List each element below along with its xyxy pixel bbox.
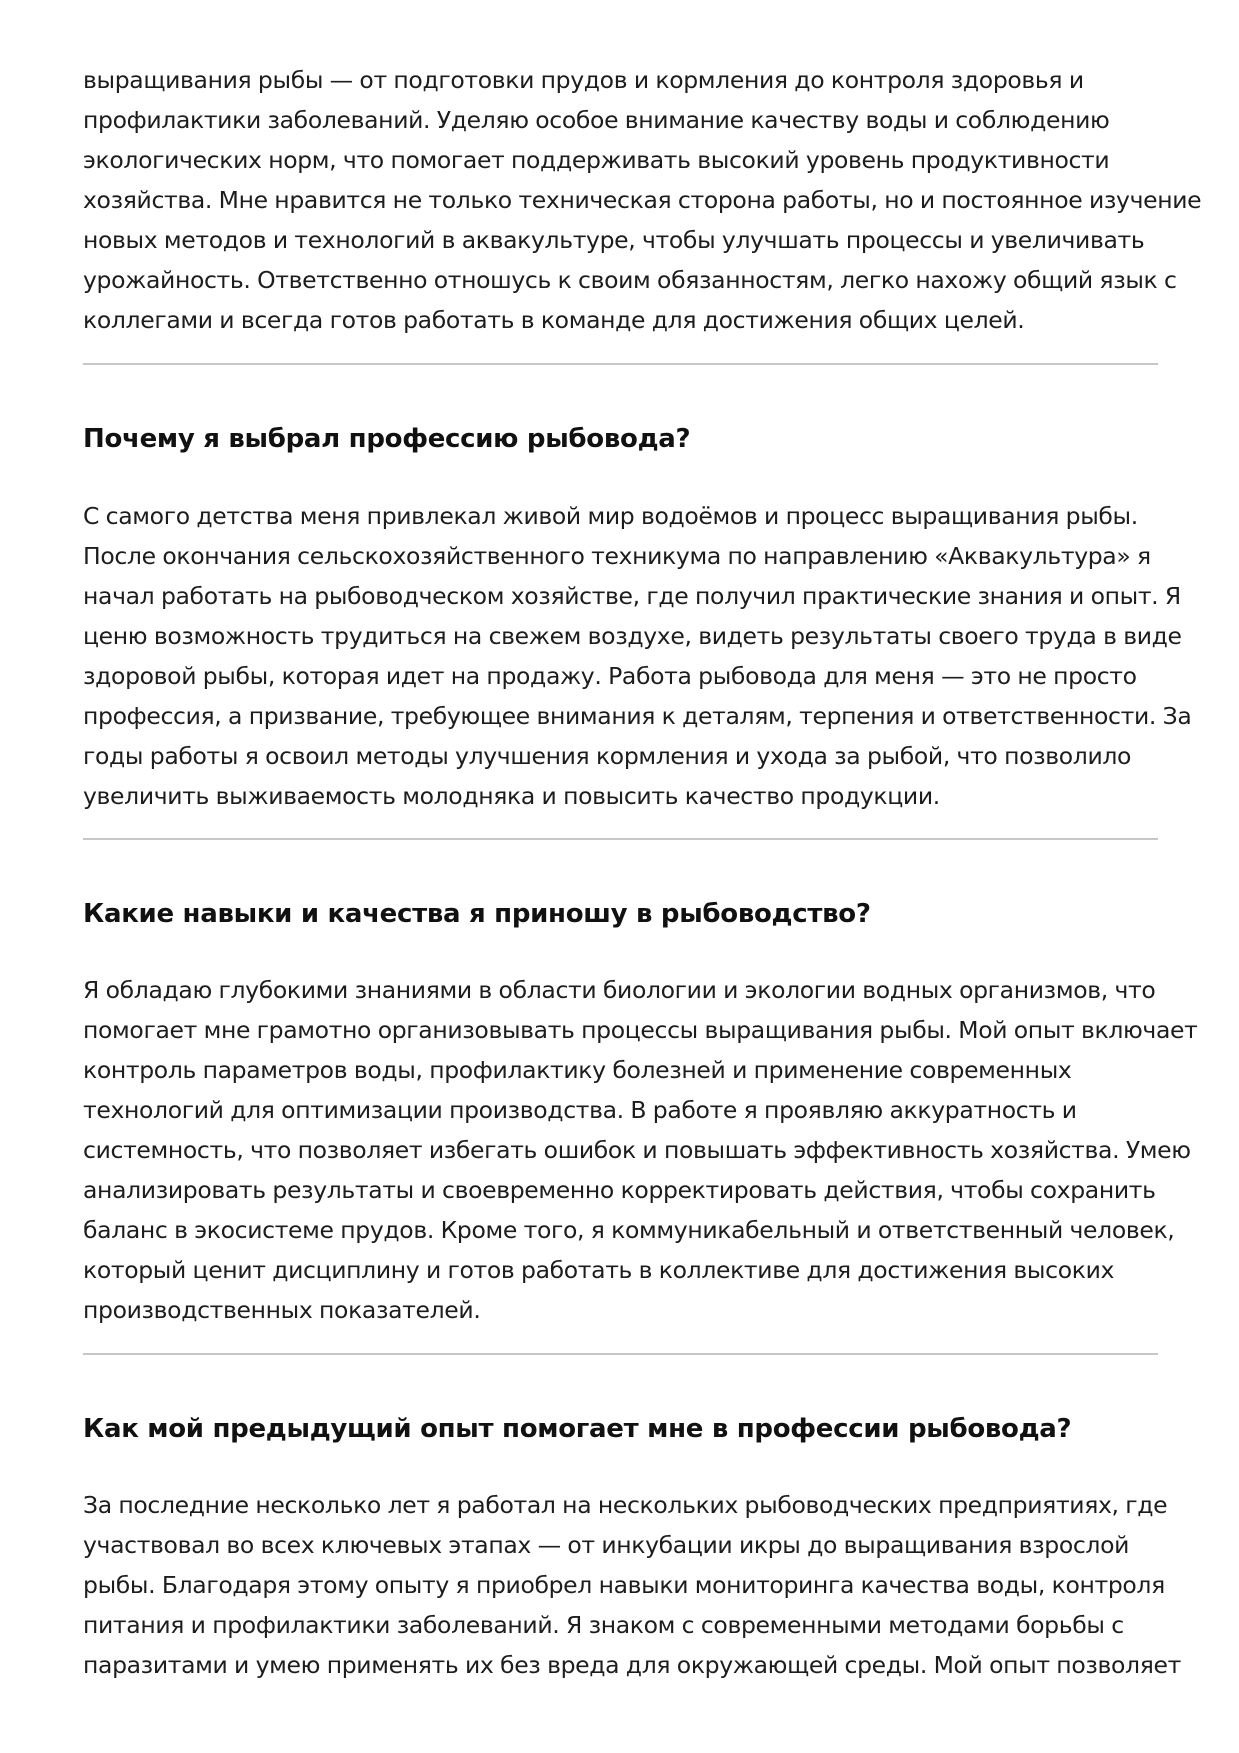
- paragraph-line: который ценит дисциплину и готов работать в коллективе для достижения высоких: [83, 1256, 1115, 1284]
- section-heading: Почему я выбрал профессию рыбовода?: [83, 424, 691, 454]
- intro-paragraph: [83, 60, 1201, 340]
- paragraph-line: анализировать результаты и своевременно корректировать действия, чтобы сохранить: [83, 1176, 1156, 1204]
- paragraph-line: коллегами и всегда готов работать в команде для достижения общих целей.: [83, 306, 1025, 334]
- paragraph-line: технологий для оптимизации производства. В работе я проявляю аккуратность и: [83, 1096, 1077, 1124]
- paragraph-line: начал работать на рыбоводческом хозяйстве, где получил практические знания и опыт. Я: [83, 582, 1181, 610]
- section-divider: [83, 838, 1158, 840]
- section-heading: Какие навыки и качества я приношу в рыбоводство?: [83, 899, 871, 929]
- paragraph-line: ценю возможность трудиться на свежем воздухе, видеть результаты своего труда в виде: [83, 622, 1182, 650]
- paragraph-line: питания и профилактики заболеваний. Я знаком с современными методами борьбы с: [83, 1611, 1124, 1639]
- paragraph-line: профессия, а призвание, требующее внимания к деталям, терпения и ответственности. За: [83, 702, 1192, 730]
- paragraph-line: урожайность. Ответственно отношусь к своим обязанностям, легко нахожу общий язык с: [83, 266, 1177, 294]
- paragraph-line: выращивания рыбы — от подготовки прудов и кормления до контроля здоровья и: [83, 66, 1084, 94]
- paragraph-line: производственных показателей.: [83, 1296, 481, 1324]
- section-paragraph: [83, 970, 1197, 1330]
- paragraph-line: помогает мне грамотно организовывать процессы выращивания рыбы. Мой опыт включает: [83, 1016, 1198, 1044]
- paragraph-line: С самого детства меня привлекал живой мир водоёмов и процесс выращивания рыбы.: [83, 502, 1138, 530]
- paragraph-line: участвовал во всех ключевых этапах — от инкубации икры до выращивания взрослой: [83, 1531, 1130, 1559]
- paragraph-line: Я обладаю глубокими знаниями в области биологии и экологии водных организмов, что: [83, 976, 1156, 1004]
- paragraph-line: системность, что позволяет избегать ошибок и повышать эффективность хозяйства. Умею: [83, 1136, 1191, 1164]
- paragraph-line: контроль параметров воды, профилактику болезней и применение современных: [83, 1056, 1072, 1084]
- paragraph-line: За последние несколько лет я работал на нескольких рыбоводческих предприятиях, где: [83, 1491, 1168, 1519]
- section-heading: Как мой предыдущий опыт помогает мне в профессии рыбовода?: [83, 1414, 1072, 1444]
- paragraph-line: новых методов и технологий в аквакультуре, чтобы улучшать процессы и увеличивать: [83, 226, 1145, 254]
- section-paragraph: [83, 496, 1191, 816]
- section-divider: [83, 363, 1158, 365]
- paragraph-line: рыбы. Благодаря этому опыту я приобрел навыки мониторинга качества воды, контроля: [83, 1571, 1165, 1599]
- paragraph-line: паразитами и умею применять их без вреда для окружающей среды. Мой опыт позволяет: [83, 1651, 1181, 1679]
- paragraph-line: профилактики заболеваний. Уделяю особое внимание качеству воды и соблюдению: [83, 106, 1110, 134]
- paragraph-line: увеличить выживаемость молодняка и повысить качество продукции.: [83, 782, 940, 810]
- paragraph-line: После окончания сельскохозяйственного техникума по направлению «Аквакультура» я: [83, 542, 1151, 570]
- section-divider: [83, 1353, 1158, 1355]
- paragraph-line: годы работы я освоил методы улучшения кормления и ухода за рыбой, что позволило: [83, 742, 1132, 770]
- paragraph-line: здоровой рыбы, которая идет на продажу. Работа рыбовода для меня — это не просто: [83, 662, 1137, 690]
- paragraph-line: экологических норм, что помогает поддерживать высокий уровень продуктивности: [83, 146, 1110, 174]
- paragraph-line: баланс в экосистеме прудов. Кроме того, я коммуникабельный и ответственный человек,: [83, 1216, 1175, 1244]
- paragraph-line: хозяйства. Мне нравится не только техническая сторона работы, но и постоянное изучение: [83, 186, 1202, 214]
- section-paragraph: [83, 1485, 1181, 1685]
